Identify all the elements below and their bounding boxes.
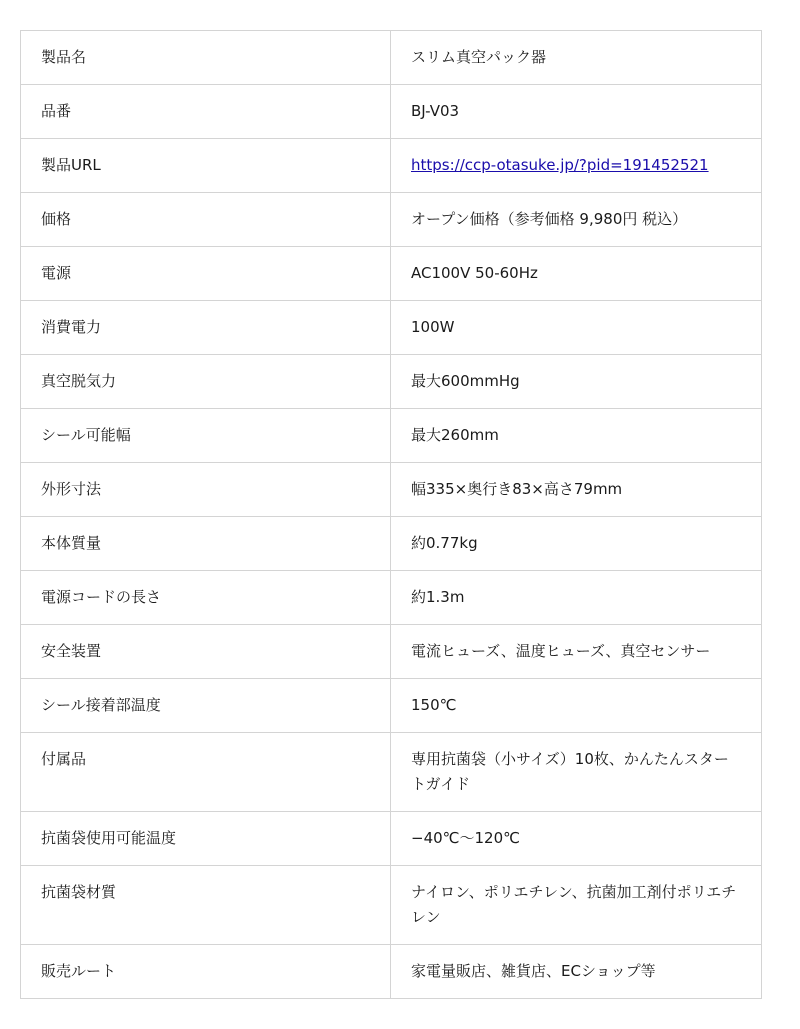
spec-value: 専用抗菌袋（小サイズ）10枚、かんたんスタートガイド xyxy=(391,733,762,812)
table-row xyxy=(21,733,762,812)
spec-label: 抗菌袋材質 xyxy=(21,866,391,945)
table-row xyxy=(21,247,762,301)
table-row xyxy=(21,31,762,85)
spec-value: 約0.77kg xyxy=(391,517,762,571)
spec-value: 幅335×奥行き83×高さ79mm xyxy=(391,463,762,517)
table-row xyxy=(21,409,762,463)
spec-value-cell xyxy=(391,139,762,193)
table-row xyxy=(21,301,762,355)
table-row xyxy=(21,85,762,139)
spec-value: 最大600mmHg xyxy=(391,355,762,409)
table-row xyxy=(21,571,762,625)
spec-label: 付属品 xyxy=(21,733,391,812)
spec-value: 最大260mm xyxy=(391,409,762,463)
table-row xyxy=(21,679,762,733)
spec-table xyxy=(20,30,762,999)
table-row xyxy=(21,355,762,409)
spec-label: 電源 xyxy=(21,247,391,301)
spec-label: 安全装置 xyxy=(21,625,391,679)
spec-label: 品番 xyxy=(21,85,391,139)
spec-label: 外形寸法 xyxy=(21,463,391,517)
spec-label: 抗菌袋使用可能温度 xyxy=(21,812,391,866)
spec-label: シール接着部温度 xyxy=(21,679,391,733)
spec-label: 製品URL xyxy=(21,139,391,193)
spec-value: 100W xyxy=(391,301,762,355)
spec-label: シール可能幅 xyxy=(21,409,391,463)
spec-label: 消費電力 xyxy=(21,301,391,355)
spec-value: −40℃〜120℃ xyxy=(391,812,762,866)
table-row xyxy=(21,812,762,866)
spec-value: ナイロン、ポリエチレン、抗菌加工剤付ポリエチレン xyxy=(391,866,762,945)
table-row xyxy=(21,866,762,945)
table-row xyxy=(21,463,762,517)
table-row xyxy=(21,139,762,193)
spec-value: 家電量販店、雑貨店、ECショップ等 xyxy=(391,945,762,999)
table-row xyxy=(21,625,762,679)
spec-label: 電源コードの長さ xyxy=(21,571,391,625)
spec-value: 150℃ xyxy=(391,679,762,733)
spec-value: スリム真空パック器 xyxy=(391,31,762,85)
table-row xyxy=(21,945,762,999)
spec-value: オープン価格（参考価格 9,980円 税込） xyxy=(391,193,762,247)
product-url-link[interactable]: https://ccp-otasuke.jp/?pid=191452521 xyxy=(411,156,709,174)
spec-label: 製品名 xyxy=(21,31,391,85)
spec-value: 電流ヒューズ、温度ヒューズ、真空センサー xyxy=(391,625,762,679)
spec-value: 約1.3m xyxy=(391,571,762,625)
table-row xyxy=(21,193,762,247)
spec-value: AC100V 50-60Hz xyxy=(391,247,762,301)
spec-label: 販売ルート xyxy=(21,945,391,999)
spec-label: 価格 xyxy=(21,193,391,247)
spec-label: 本体質量 xyxy=(21,517,391,571)
spec-label: 真空脱気力 xyxy=(21,355,391,409)
spec-value: BJ-V03 xyxy=(391,85,762,139)
table-row xyxy=(21,517,762,571)
